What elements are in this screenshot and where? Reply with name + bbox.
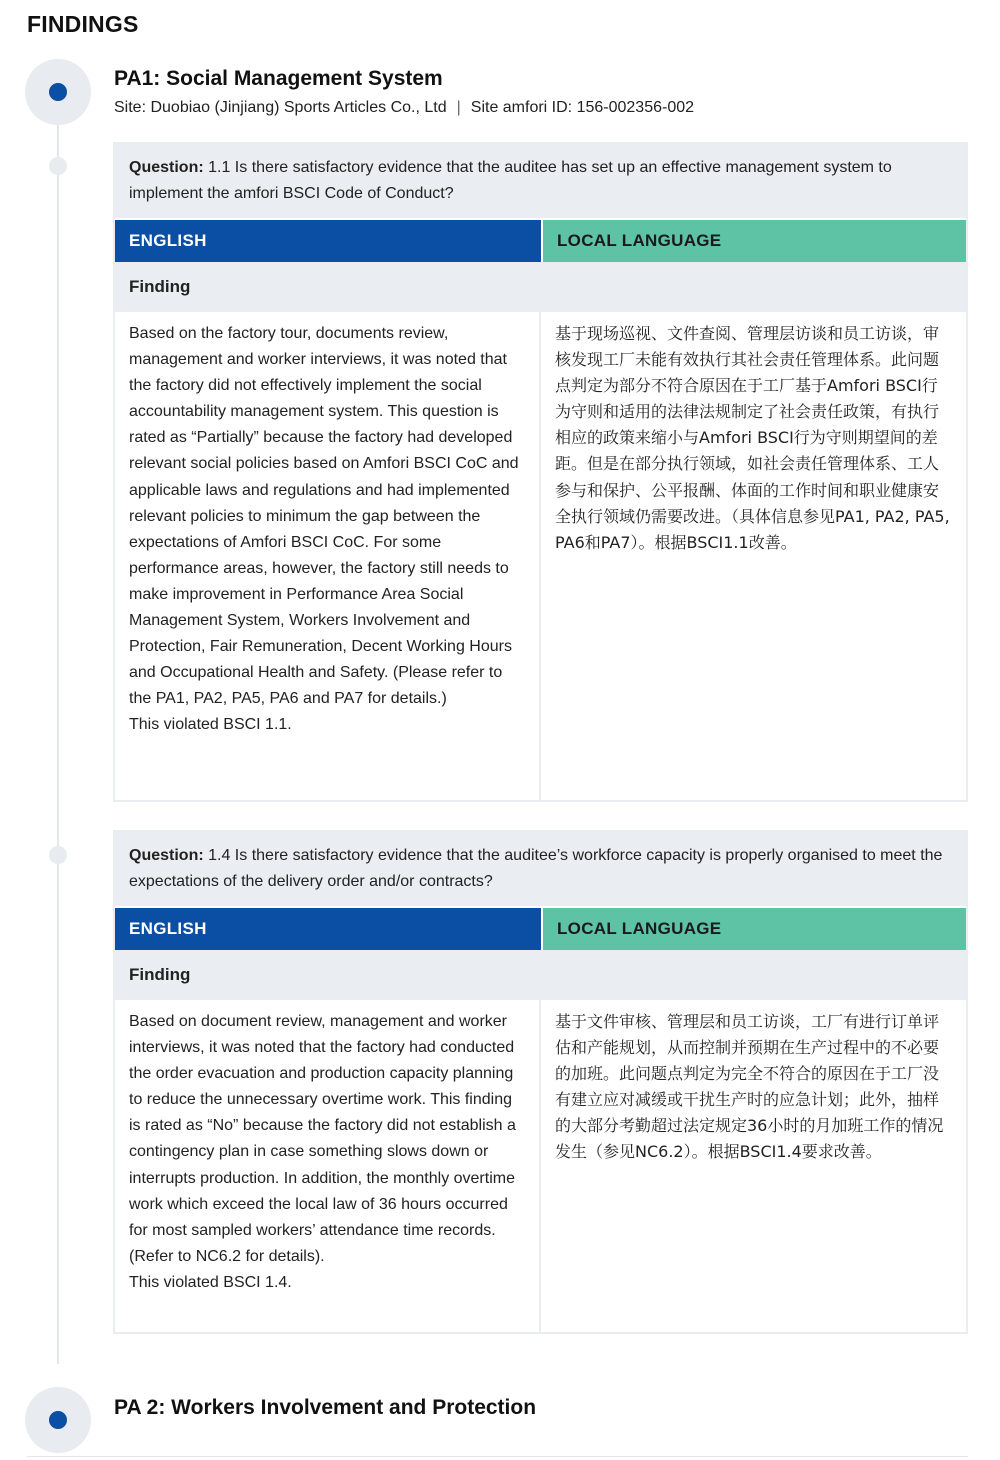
local-finding-text: 基于现场巡视、文件查阅、管理层访谈和员工访谈，审核发现工厂未能有效执行其社会责任管理体系。此问题点判定为部分不符合原因在于工厂基于Amfori BSCI行为守则和适用的法律法规制定了社会责任政策，有执行相应的政策来缩小与Amfori BSCI行为守则期望间的差距。但是在部分执行领域，如社会责任管理体系、工人参与和保护、公平报酬、体面的工作时间和职业健康安全执行领域仍需要改进。（具体信息参见PA1, PA2, PA5, PA6和PA7）。根据BSCI1.1改善。	[555, 324, 950, 552]
column-header-row	[115, 906, 966, 950]
question-label: Question:	[129, 159, 204, 176]
local-finding	[541, 1000, 966, 1334]
finding-label: Finding	[115, 262, 966, 312]
site-name: Site: Duobiao (Jinjiang) Sports Articles Co., Ltd	[114, 99, 447, 116]
english-finding-text: Based on the factory tour, documents review, management and worker interviews, it was noted that the factory did not effectively implement the social accountability management system. This question is rated as “Partially” because the factory had developed relevant social policies based on Amfori BSCI CoC and applicable laws and regulations and had implemented relevant policies to minimum the gap between the expectations of Amfori BSCI CoC. For some performance areas, however, the factory still needs to make improvement in Performance Area Social Management System, Workers Involvement and Protection, Fair Remuneration, Decent Working Hours and Occupational Health and Safety. (Please refer to the PA1, PA2, PA5, PA6 and PA7 for details.)	[129, 325, 519, 708]
question-label: Question:	[129, 847, 204, 864]
question-card-1	[113, 142, 968, 802]
timeline-node-icon	[49, 1411, 67, 1429]
english-finding	[115, 1000, 541, 1334]
local-finding	[541, 312, 966, 802]
english-header: ENGLISH	[115, 908, 541, 950]
bottom-divider	[27, 1456, 968, 1457]
finding-label: Finding	[115, 950, 966, 1000]
section-node-pa2	[25, 1387, 91, 1453]
local-finding-text: 基于文件审核、管理层和员工访谈，工厂有进行订单评估和产能规划，从而控制并预期在生产过程中的不必要的加班。此问题点判定为完全不符合的原因在于工厂没有建立应对减缓或干扰生产时的应急计划；此外，抽样的大部分考勤超过法定规定36小时的月加班工作的情况发生（参见NC6.2）。根据BSCI1.4要求改善。	[555, 1012, 944, 1162]
question-box	[115, 144, 966, 218]
column-header-row	[115, 218, 966, 262]
english-violation-text: This violated BSCI 1.4.	[129, 1273, 292, 1291]
question-text: 1.1 Is there satisfactory evidence that the auditee has set up an effective management system to implement the amfori BSCI Code of Conduct?	[129, 159, 892, 202]
site-amfori-id: Site amfori ID: 156-002356-002	[470, 99, 695, 116]
english-finding-text: Based on document review, management and worker interviews, it was noted that the factory had conducted the order evacuation and production capacity planning to reduce the unnecessary overtime work. This finding is rated as “No” because the factory did not establish a contingency plan in case something slows down or interrupts production. In addition, the monthly overtime work which exceed the local law of 36 hours occurred for most sampled workers’ attendance time records. (Refer to NC6.2 for details).	[129, 1013, 516, 1265]
question-node-2	[49, 846, 67, 864]
finding-content-row	[115, 1000, 966, 1334]
section-node-pa1	[25, 59, 91, 125]
site-separator: |	[456, 99, 461, 116]
section-title-pa1: PA1: Social Management System	[114, 67, 443, 90]
section-title-pa2: PA 2: Workers Involvement and Protection	[114, 1396, 537, 1419]
finding-content-row	[115, 312, 966, 802]
local-language-header: LOCAL LANGUAGE	[543, 220, 966, 262]
question-card-2	[113, 830, 968, 1334]
english-header: ENGLISH	[115, 220, 541, 262]
site-info	[114, 99, 694, 117]
question-box	[115, 832, 966, 906]
timeline-node-icon	[49, 83, 67, 101]
english-violation-text: This violated BSCI 1.1.	[129, 716, 292, 734]
page-title: FINDINGS	[27, 11, 139, 37]
local-language-header: LOCAL LANGUAGE	[543, 908, 966, 950]
timeline-line	[57, 122, 59, 1364]
english-finding	[115, 312, 541, 802]
question-text: 1.4 Is there satisfactory evidence that the auditee’s workforce capacity is properly organised to meet the expectations of the delivery order and/or contracts?	[129, 847, 943, 890]
question-node-1	[49, 157, 67, 175]
